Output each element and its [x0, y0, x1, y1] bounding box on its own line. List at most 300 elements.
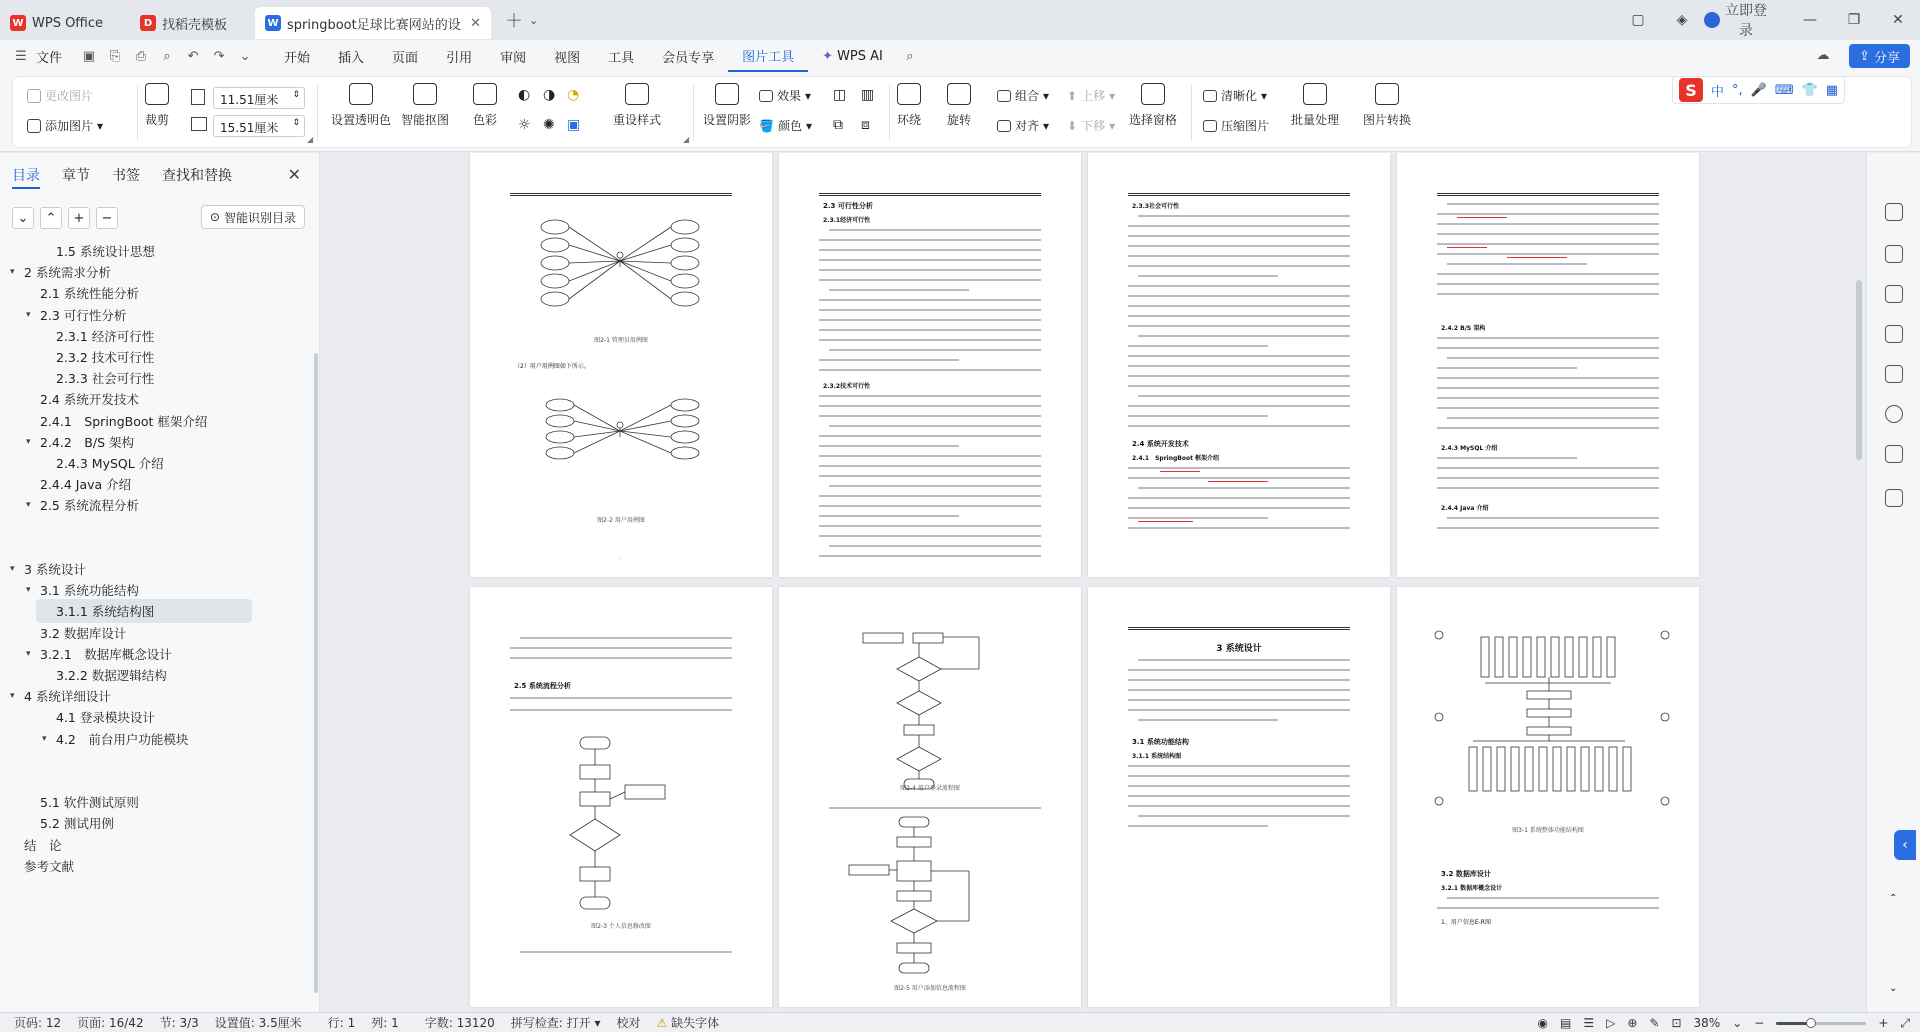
input-method-bar	[1672, 76, 1845, 104]
bring-forward-icon: ⬆	[1067, 88, 1078, 103]
share-label: 分享	[1873, 50, 1900, 66]
outline-view-icon[interactable]: ☰	[1583, 1016, 1595, 1030]
flowchart-login	[779, 587, 1081, 1007]
group-chevron-icon: ▾	[1043, 88, 1050, 103]
expand-chevron-icon[interactable]: ▾	[26, 500, 31, 511]
status-page[interactable]: 页码: 12	[14, 1016, 62, 1030]
menu-home[interactable]: 开始	[284, 50, 311, 66]
text-line	[1437, 487, 1659, 489]
ribbon-separator	[1191, 85, 1192, 141]
ime-keyboard-icon[interactable]: ⌨	[1774, 82, 1794, 98]
eye-icon[interactable]: ◉	[1537, 1016, 1548, 1030]
text-line	[1128, 825, 1268, 827]
expand-chevron-icon[interactable]: ▾	[26, 436, 31, 447]
send-backward-chevron-icon: ▾	[1109, 118, 1116, 133]
text-line	[1128, 225, 1350, 227]
text-line	[1128, 345, 1268, 347]
cube-icon[interactable]: ◈	[1676, 12, 1688, 28]
compress-icon	[1203, 120, 1217, 132]
width-input[interactable]	[213, 87, 305, 109]
right-tool-rail	[1866, 153, 1920, 1012]
fill-color-button[interactable]	[759, 117, 812, 134]
text-line	[829, 229, 1041, 231]
menu-member[interactable]: 会员专享	[662, 50, 715, 66]
ime-apps-icon[interactable]: ▦	[1825, 82, 1839, 98]
cloud-sync-icon[interactable]: ☁	[1816, 48, 1830, 63]
add-image-label: 添加图片	[45, 119, 94, 133]
width-value: 11.51厘米	[220, 93, 279, 107]
tab-wps-home[interactable]	[0, 7, 130, 39]
page-header-rule	[1437, 193, 1659, 196]
text-line	[1128, 709, 1350, 711]
ime-lang[interactable]: 中	[1711, 84, 1725, 100]
template-logo-icon: D	[140, 15, 156, 31]
text-line	[1128, 265, 1350, 267]
text-line	[1437, 253, 1659, 255]
shadow-icon	[715, 83, 739, 105]
text-line	[1128, 285, 1350, 287]
wrap-button[interactable]	[897, 83, 921, 128]
zoom-in-icon[interactable]: +	[1878, 1016, 1889, 1030]
menu-wps-ai[interactable]	[808, 40, 897, 72]
selection-pane-label: 选择窗格	[1129, 113, 1178, 127]
text-line	[1437, 243, 1659, 245]
wrap-label: 环绕	[897, 113, 922, 127]
layout-icon[interactable]: ▢	[1631, 12, 1645, 28]
tab-bookmarks[interactable]: 书签	[112, 168, 140, 184]
reset-style-label: 重设样式	[613, 113, 662, 127]
text-line	[1437, 397, 1659, 399]
sharpen-icon	[1203, 90, 1217, 102]
page-view-icon[interactable]: ▤	[1560, 1016, 1572, 1030]
text-line	[819, 535, 1041, 537]
zoom-dropdown-icon[interactable]: ⌄	[1732, 1016, 1743, 1030]
zoom-value[interactable]: 38%	[1693, 1016, 1721, 1030]
text-line	[1447, 897, 1659, 899]
toc-item-label: 3.2 数据库设计	[40, 625, 127, 641]
play-icon[interactable]: ▷	[1606, 1016, 1616, 1030]
page-feasibility	[779, 153, 1081, 577]
cutout-label: 智能抠图	[401, 113, 450, 127]
spellcheck-underline	[1208, 481, 1268, 482]
tab-find-replace[interactable]: 查找和替换	[162, 168, 232, 184]
text-line	[829, 425, 1041, 427]
transparent-label: 设置透明色	[331, 113, 392, 127]
close-sidebar-icon[interactable]: ✕	[287, 165, 301, 184]
reset-style-icon	[625, 83, 649, 105]
missing-font-label: 缺失字体	[671, 1016, 720, 1030]
bring-forward-button[interactable]	[1067, 87, 1115, 104]
sharpen-button[interactable]	[1203, 87, 1267, 104]
menu-bar	[0, 40, 1920, 72]
save-icon[interactable]: ▣	[82, 48, 96, 64]
ribbon-expand-icon-2[interactable]: ◢	[683, 135, 690, 144]
section-heading: 2.4.4 Java 介绍	[1441, 505, 1489, 512]
menu-view[interactable]: 视图	[554, 50, 581, 66]
toc-item-label: 2 系统需求分析	[24, 265, 111, 281]
new-tab-icon[interactable]: ＋	[505, 11, 523, 32]
expand-chevron-icon[interactable]: ▾	[10, 564, 15, 574]
tab-template[interactable]	[130, 7, 255, 39]
figure-caption: 图2-3 个人信息修改图	[591, 923, 651, 930]
align-icon	[997, 120, 1011, 132]
text-line	[1437, 527, 1659, 529]
print-icon[interactable]: ⎙	[135, 48, 147, 64]
text-line	[1128, 765, 1350, 767]
page-header-rule	[1128, 627, 1350, 630]
convert-icon	[1375, 83, 1399, 105]
tab-template-label: 找稻壳模板	[162, 17, 228, 33]
fill-color-label: 颜色	[777, 119, 802, 133]
document-canvas[interactable]	[321, 153, 1850, 1012]
add-image-button[interactable]	[27, 117, 103, 134]
text-line	[1447, 203, 1659, 205]
smart-cutout-button[interactable]	[401, 83, 449, 128]
effect-button[interactable]	[759, 87, 811, 104]
rotate-button[interactable]	[947, 83, 971, 128]
search-icon[interactable]: ⌕	[906, 48, 914, 64]
pen-mode-icon[interactable]: ✎	[1649, 1016, 1660, 1030]
adjust-icon[interactable]: ◔	[567, 87, 580, 103]
status-pages[interactable]: 页面: 16/42	[77, 1016, 144, 1030]
text-line	[1128, 385, 1350, 387]
text-line	[1138, 395, 1350, 397]
fullscreen-icon[interactable]: ⤢	[1900, 1015, 1910, 1030]
tab-chapters[interactable]: 章节	[62, 168, 90, 184]
group-button[interactable]	[997, 87, 1049, 104]
toc-item-label: 2.4 系统开发技术	[40, 392, 139, 408]
text-line	[1128, 517, 1268, 519]
smart-toc-button[interactable]	[201, 205, 305, 229]
web-view-icon[interactable]: ⊕	[1627, 1016, 1638, 1030]
brightness-icon[interactable]: ◐	[518, 87, 531, 103]
zoom-slider-knob[interactable]	[1806, 1018, 1816, 1028]
adjust-icon[interactable]	[1885, 285, 1903, 303]
batch-button[interactable]	[1291, 83, 1339, 128]
text-line	[1138, 659, 1350, 661]
menu-insert[interactable]: 插入	[338, 50, 365, 66]
menu-file[interactable]: 文件	[36, 50, 63, 66]
sogou-logo-icon: S	[1679, 78, 1703, 102]
text-line	[1447, 517, 1659, 519]
figure-caption: 图3-1 系统整体功能结构图	[1512, 827, 1584, 834]
text-line	[1437, 367, 1577, 369]
figure-caption: 图2-4 用户登录流程图	[900, 785, 960, 792]
status-col[interactable]: 列: 1	[371, 1016, 399, 1030]
toc-item-label: 4.1 登录模块设计	[56, 710, 155, 726]
sidebar-tabs	[0, 153, 319, 193]
spellcheck-underline	[1457, 217, 1507, 218]
body-text: 1、用户信息E-R图	[1441, 919, 1491, 926]
outline-color-icon[interactable]: ▣	[567, 117, 581, 133]
text-line	[1437, 233, 1659, 235]
text-line	[1447, 417, 1659, 419]
expand-chevron-icon[interactable]: ▾	[10, 267, 15, 278]
tab-document-label: springboot足球比赛网站的设	[287, 17, 461, 33]
text-line	[819, 525, 1041, 527]
text-line	[1437, 337, 1659, 339]
minimize-icon[interactable]: —	[1803, 12, 1817, 28]
redo-icon[interactable]: ↷	[213, 48, 225, 64]
fit-icon[interactable]: ⊡	[1671, 1016, 1682, 1030]
toc-item-label: 2.3 可行性分析	[40, 307, 127, 323]
tab-wps-home-label: WPS Office	[32, 15, 104, 31]
text-line	[819, 415, 1041, 417]
text-line	[1437, 293, 1659, 295]
ribbon-panel	[12, 76, 1912, 148]
zoom-slider[interactable]	[1776, 1022, 1866, 1025]
add-image-chevron-icon: ▾	[97, 118, 104, 133]
text-line	[1437, 387, 1659, 389]
expand-chevron-icon[interactable]: ▾	[26, 309, 31, 320]
section-heading: 3.1 系统功能结构	[1132, 738, 1189, 746]
selection-pane-button[interactable]	[1129, 83, 1177, 128]
scroll-down-icon[interactable]: ⌄	[1889, 983, 1898, 994]
text-line	[819, 329, 1041, 331]
text-line	[829, 807, 1041, 809]
text-line	[819, 249, 1041, 251]
group-icon	[997, 90, 1011, 102]
collapse-panel-button[interactable]: ‹	[1894, 830, 1916, 860]
border-icon[interactable]: ◫	[833, 87, 847, 103]
toc-item-label: 3.2.1 数据库概念设计	[40, 646, 172, 662]
toc-item-label: 3.1.1 系统结构图	[56, 604, 155, 620]
ai-icon: ✦	[822, 48, 834, 64]
text-line	[1437, 377, 1659, 379]
menu-picture-tools[interactable]: 图片工具	[728, 40, 808, 72]
text-line	[819, 455, 1041, 457]
text-line	[1128, 467, 1350, 469]
text-line	[819, 309, 1041, 311]
robot-icon[interactable]	[1885, 445, 1903, 463]
width-icon	[191, 89, 205, 105]
send-backward-icon: ⬇	[1067, 118, 1078, 133]
section-heading: 2.4.1 SpringBoot 框架介绍	[1132, 455, 1220, 462]
toc-item-label: 2.4.3 MySQL 介绍	[56, 456, 164, 471]
window-controls	[1616, 0, 1920, 40]
reset-style-button[interactable]	[613, 83, 661, 128]
text-line	[1128, 405, 1350, 407]
text-line	[1128, 699, 1350, 701]
scroll-up-icon[interactable]: ⌃	[1889, 893, 1898, 904]
document-scrollbar[interactable]	[1856, 280, 1862, 460]
status-row[interactable]: 行: 1	[327, 1016, 356, 1030]
menu-page[interactable]: 页面	[392, 50, 419, 66]
text-line	[1128, 669, 1350, 671]
export-icon[interactable]: ⎘	[109, 48, 121, 64]
status-words[interactable]: 字数: 13120	[424, 1016, 495, 1030]
ime-punct-icon[interactable]: °,	[1732, 82, 1743, 98]
toc-item[interactable]	[42, 727, 188, 751]
close-window-icon[interactable]: ✕	[1892, 12, 1904, 28]
restore-icon[interactable]: ❐	[1847, 12, 1861, 28]
text-line	[819, 299, 1041, 301]
doc-logo-icon: W	[265, 15, 281, 31]
bring-front-icon[interactable]: ⧉	[833, 117, 843, 133]
close-tab-icon[interactable]: ✕	[470, 15, 481, 31]
text-line	[1437, 477, 1659, 479]
toc-item[interactable]	[24, 854, 74, 878]
ime-mic-icon[interactable]: 🎤	[1750, 82, 1767, 98]
send-backward-button[interactable]	[1067, 117, 1115, 134]
compress-button[interactable]	[1203, 117, 1269, 134]
page-structure-diagram	[1397, 587, 1699, 1007]
remove-heading-icon[interactable]: −	[96, 207, 118, 229]
text-line	[819, 319, 1041, 321]
set-transparent-button[interactable]	[331, 83, 391, 128]
section-heading: 2.3.2技术可行性	[823, 383, 871, 390]
text-line	[829, 349, 1041, 351]
figure-caption: 图2-5 用户添加信息流程图	[894, 985, 966, 992]
section-heading: 3.2.1 数据库概念设计	[1441, 885, 1503, 892]
text-line	[1128, 305, 1350, 307]
align-chevron-icon: ▾	[1043, 118, 1050, 133]
height-spinner-icon[interactable]: ⇕	[292, 118, 300, 128]
text-line	[1437, 907, 1659, 909]
tab-list-chevron-icon[interactable]: ⌄	[529, 13, 539, 27]
navigation-sidebar	[0, 153, 320, 1012]
contrast-icon[interactable]: ◑	[543, 87, 556, 103]
text-line	[510, 709, 732, 711]
text-line	[819, 369, 1041, 371]
set-shadow-button[interactable]	[703, 83, 751, 128]
text-line	[1128, 805, 1350, 807]
expand-up-icon[interactable]: ⌃	[40, 207, 62, 229]
expand-chevron-icon[interactable]: ▾	[42, 733, 47, 744]
text-line	[1128, 689, 1350, 691]
section-heading: 2.4.3 MySQL 介绍	[1441, 445, 1498, 452]
text-line	[1128, 785, 1350, 787]
tool-rail-icon-1[interactable]	[1885, 203, 1903, 221]
text-line	[1128, 425, 1350, 427]
toc-item-label: 结 论	[24, 837, 62, 853]
compress-label: 压缩图片	[1221, 119, 1270, 133]
align-button[interactable]	[997, 117, 1049, 134]
crop-button[interactable]	[145, 83, 169, 128]
section-heading: 2.4 系统开发技术	[1132, 440, 1189, 448]
status-spell[interactable]: 拼写检查: 打开 ▾	[510, 1016, 601, 1030]
sun-icon[interactable]: ☼	[518, 117, 531, 133]
text-line	[1437, 273, 1659, 275]
ime-skin-icon[interactable]: 👕	[1801, 82, 1818, 98]
page-number: ·	[620, 556, 622, 563]
text-line	[1437, 457, 1577, 459]
width-spinner-icon[interactable]: ⇕	[292, 90, 300, 100]
section-heading: 2.5 系统流程分析	[514, 682, 571, 690]
preview-icon[interactable]: ⌕	[163, 48, 171, 64]
transparent-icon	[349, 83, 373, 105]
dim-icon[interactable]: ✺	[543, 117, 555, 133]
toc-item-label: 2.4.2 B/S 架构	[40, 434, 135, 450]
ribbon-expand-icon[interactable]: ◢	[307, 135, 314, 144]
text-line	[819, 405, 1041, 407]
section-heading: 3.1.1 系统结构图	[1132, 753, 1182, 760]
text-line	[1437, 213, 1659, 215]
status-bar	[0, 1012, 1920, 1032]
tab-toc[interactable]: 目录	[12, 165, 40, 189]
tab-document[interactable]	[255, 7, 491, 39]
status-setting[interactable]: 设置值: 3.5厘米	[214, 1016, 302, 1030]
expand-panel-icon[interactable]	[1885, 489, 1903, 507]
text-line	[1437, 467, 1659, 469]
expand-chevron-icon[interactable]: ▾	[26, 585, 31, 596]
text-line	[1138, 815, 1350, 817]
color-label: 色彩	[473, 113, 498, 127]
spellcheck-underline	[1160, 471, 1200, 472]
text-line	[1437, 427, 1659, 429]
toc-item-label: 2.3.1 经济可行性	[56, 328, 155, 344]
text-line	[1138, 335, 1350, 337]
menu-review[interactable]: 审阅	[500, 50, 527, 66]
toc-item[interactable]	[26, 493, 139, 517]
expand-chevron-icon[interactable]: ▾	[10, 691, 15, 702]
change-image-button[interactable]	[27, 87, 93, 104]
text-line	[1128, 315, 1350, 317]
group-label: 组合	[1015, 89, 1040, 103]
zoom-out-icon[interactable]: −	[1754, 1016, 1765, 1030]
text-line	[819, 465, 1041, 467]
status-proof[interactable]: 校对	[616, 1016, 641, 1030]
section-heading: 2.3.3社会可行性	[1132, 203, 1180, 210]
color-button[interactable]	[473, 83, 497, 128]
crop-label: 裁剪	[145, 113, 170, 127]
expand-chevron-icon[interactable]: ▾	[26, 648, 31, 659]
toc-item-label: 2.5 系统流程分析	[40, 498, 139, 514]
tune-icon[interactable]	[1885, 325, 1903, 343]
menu-tools[interactable]: 工具	[608, 50, 635, 66]
figure-caption: 图2-1 管理员用例图	[594, 337, 648, 344]
text-line	[520, 951, 732, 953]
convert-button[interactable]	[1363, 83, 1411, 128]
text-line	[819, 515, 959, 517]
pen-icon[interactable]	[1885, 245, 1903, 263]
status-missing-font[interactable]: ⚠ 缺失字体	[656, 1016, 720, 1030]
selection-pane-icon	[1141, 83, 1165, 105]
menu-reference[interactable]: 引用	[446, 50, 473, 66]
share-button[interactable]	[1849, 44, 1910, 68]
height-value: 15.51厘米	[220, 121, 279, 135]
cutout-icon	[413, 83, 437, 105]
send-back-icon[interactable]: ⧈	[861, 117, 870, 133]
hamburger-icon[interactable]: ☰	[15, 48, 27, 64]
sidebar-scrollbar[interactable]	[314, 353, 318, 993]
frame-icon[interactable]: ▥	[861, 87, 875, 103]
page-process-analysis	[470, 587, 772, 1007]
text-line	[1128, 527, 1350, 529]
help-icon[interactable]	[1885, 405, 1903, 423]
status-section[interactable]: 节: 3/3	[159, 1016, 199, 1030]
text-line	[1437, 283, 1659, 285]
add-heading-icon[interactable]: +	[68, 207, 90, 229]
undo-icon[interactable]: ↶	[187, 48, 199, 64]
fill-color-icon: 🪣	[759, 118, 774, 133]
toc-item-label: 3 系统设计	[24, 562, 86, 577]
text-line	[1128, 795, 1350, 797]
compass-icon[interactable]	[1885, 365, 1903, 383]
text-line	[829, 289, 969, 291]
login-button[interactable]	[1704, 0, 1768, 40]
color-icon	[473, 83, 497, 105]
collapse-all-icon[interactable]: ⌄	[12, 207, 34, 229]
text-line	[1138, 487, 1350, 489]
rotate-label: 旋转	[947, 113, 972, 127]
chapter-heading: 3 系统设计	[1216, 644, 1262, 654]
sharpen-chevron-icon: ▾	[1261, 88, 1268, 103]
text-line	[1437, 347, 1659, 349]
more-chevron-icon[interactable]: ⌄	[239, 48, 251, 64]
text-line	[1128, 775, 1350, 777]
height-input[interactable]	[213, 115, 305, 137]
